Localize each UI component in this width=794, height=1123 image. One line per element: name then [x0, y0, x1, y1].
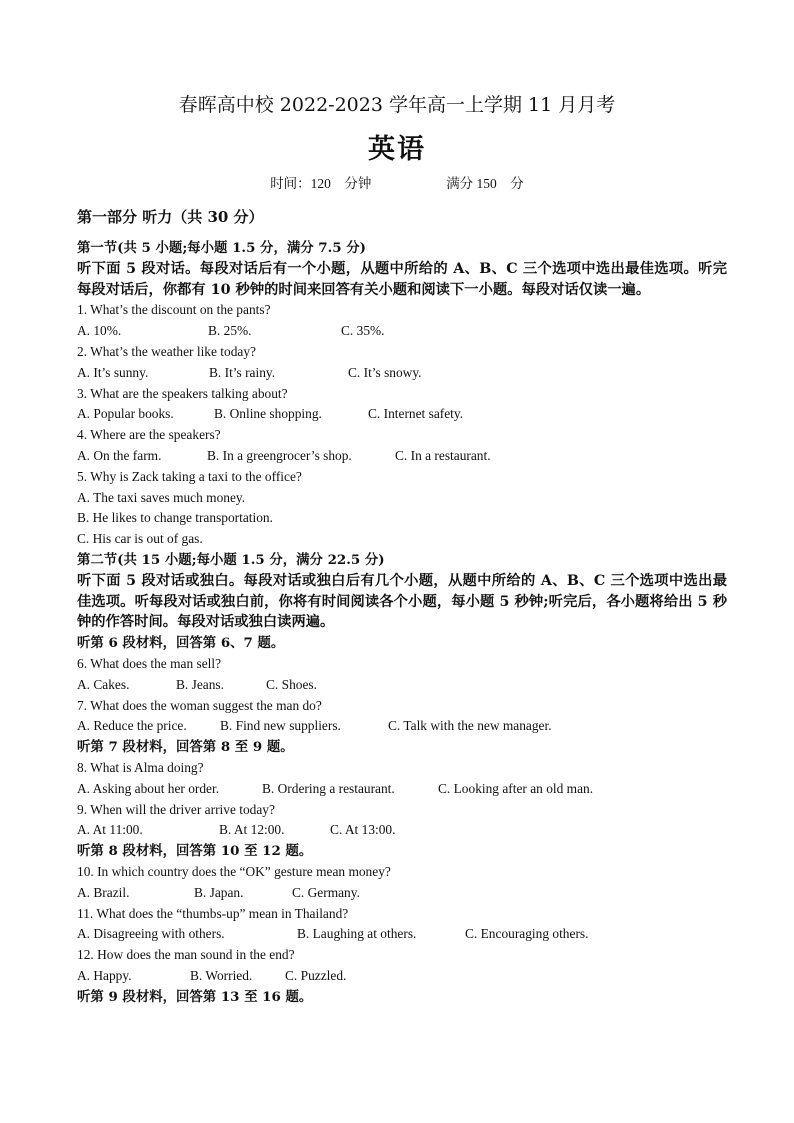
question-3-options — [77, 404, 727, 425]
question-4-options — [77, 446, 727, 467]
option-c: C. Shoes. — [266, 676, 317, 692]
option-a: A. The taxi saves much money. — [77, 489, 246, 505]
section1-heading: 第一节(共 5 小题;每小题 1.5 分，满分 7.5 分) — [77, 240, 366, 256]
material-8-heading: 听第 8 段材料，回答第 10 至 12 题。 — [77, 843, 313, 860]
question-11: 11. What does the “thumbs-up” mean in Thailand? — [77, 905, 349, 921]
option-c: C. At 13:00. — [330, 822, 396, 838]
option-b: B. Japan. — [194, 884, 244, 900]
time-label: 时间：120 分钟 — [270, 176, 372, 191]
option-a: A. At 11:00. — [77, 822, 143, 838]
question-4: 4. Where are the speakers? — [77, 427, 221, 443]
option-b: B. He likes to change transportation. — [77, 510, 273, 526]
exam-info — [0, 172, 794, 192]
question-6: 6. What does the man sell? — [77, 655, 222, 671]
question-5: 5. Why is Zack taking a taxi to the office? — [77, 468, 302, 484]
option-a: A. Happy. — [77, 967, 132, 983]
option-c: C. Internet safety. — [368, 406, 464, 422]
option-a: A. It’s sunny. — [77, 364, 149, 380]
option-a: A. Asking about her order. — [77, 780, 220, 796]
question-9: 9. When will the driver arrive today? — [77, 801, 275, 817]
option-a: A. Disagreeing with others. — [77, 926, 225, 942]
option-c: C. In a restaurant. — [395, 447, 491, 463]
question-9-options — [77, 820, 727, 841]
question-2: 2. What’s the weather like today? — [77, 343, 256, 359]
question-10: 10. In which country does the “OK” gesture mean money? — [77, 863, 391, 879]
option-b: B. 25%. — [208, 323, 252, 339]
option-c: C. Puzzled. — [285, 967, 347, 983]
option-b: B. It’s rainy. — [209, 364, 276, 380]
option-a: A. Brazil. — [77, 884, 130, 900]
question-7-options — [77, 716, 727, 737]
question-7: 7. What does the woman suggest the man do? — [77, 697, 322, 713]
score-label: 满分 150 分 — [446, 176, 524, 191]
material-7-heading: 听第 7 段材料，回答第 8 至 9 题。 — [77, 739, 294, 756]
subject-title: 英语 — [368, 134, 426, 165]
question-11-options — [77, 924, 727, 945]
option-a: A. Popular books. — [77, 406, 174, 422]
question-6-options — [77, 675, 727, 696]
section1-instruction: 听下面 5 段对话。每段对话后有一个小题，从题中所给的 A、B、C 三个选项中选出最佳选项。听完每段对话后，你都有 10 秒钟的时间来回答有关小题和阅读下一小题。每段对话仅读一遍。 — [77, 260, 727, 298]
question-12-options — [77, 966, 727, 987]
option-b: B. Find new suppliers. — [220, 718, 341, 734]
question-8: 8. What is Alma doing? — [77, 759, 204, 775]
option-c: C. Looking after an old man. — [438, 780, 594, 796]
option-a: A. 10%. — [77, 323, 122, 339]
question-2-options — [77, 363, 727, 384]
material-6-heading: 听第 6 段材料，回答第 6、7 题。 — [77, 635, 285, 652]
option-b: B. At 12:00. — [219, 822, 285, 838]
question-3: 3. What are the speakers talking about? — [77, 385, 288, 401]
option-b: B. Worried. — [190, 967, 253, 983]
school-title: 春晖高中校 2022-2023 学年高一上学期 11 月月考 — [178, 94, 616, 116]
option-a: A. On the farm. — [77, 447, 162, 463]
option-c: C. Germany. — [292, 884, 360, 900]
part1-heading: 第一部分 听力（共 30 分） — [77, 208, 264, 226]
question-8-options — [77, 779, 727, 800]
option-c: C. It’s snowy. — [348, 364, 422, 380]
option-c: C. Encouraging others. — [465, 926, 589, 942]
question-10-options — [77, 883, 727, 904]
option-c: C. His car is out of gas. — [77, 531, 203, 547]
section2-instruction: 听下面 5 段对话或独白。每段对话或独白后有几个小题，从题中所给的 A、B、C 三个选项中选出最佳选项。听每段对话或独白前，你将有时间阅读各个小题，每小题 5 秒钟;听完后，各小题将给出 5 秒钟的作答时间。每段对话或独白读两遍。 — [77, 572, 727, 631]
question-1: 1. What’s the discount on the pants? — [77, 302, 271, 318]
exam-content — [77, 206, 727, 1007]
material-9-heading: 听第 9 段材料，回答第 13 至 16 题。 — [77, 988, 313, 1005]
option-b: B. Ordering a restaurant. — [262, 780, 395, 796]
option-c: C. Talk with the new manager. — [388, 718, 552, 734]
option-b: B. Laughing at others. — [297, 926, 417, 942]
option-a: A. Cakes. — [77, 676, 130, 692]
option-c: C. 35%. — [341, 323, 385, 339]
option-b: B. In a greengrocer’s shop. — [207, 447, 352, 463]
option-b: B. Jeans. — [176, 676, 224, 692]
option-b: B. Online shopping. — [214, 406, 322, 422]
section2-heading: 第二节(共 15 小题;每小题 1.5 分，满分 22.5 分) — [77, 551, 385, 568]
option-a: A. Reduce the price. — [77, 718, 187, 734]
question-12: 12. How does the man sound in the end? — [77, 947, 295, 963]
question-1-options — [77, 321, 727, 342]
